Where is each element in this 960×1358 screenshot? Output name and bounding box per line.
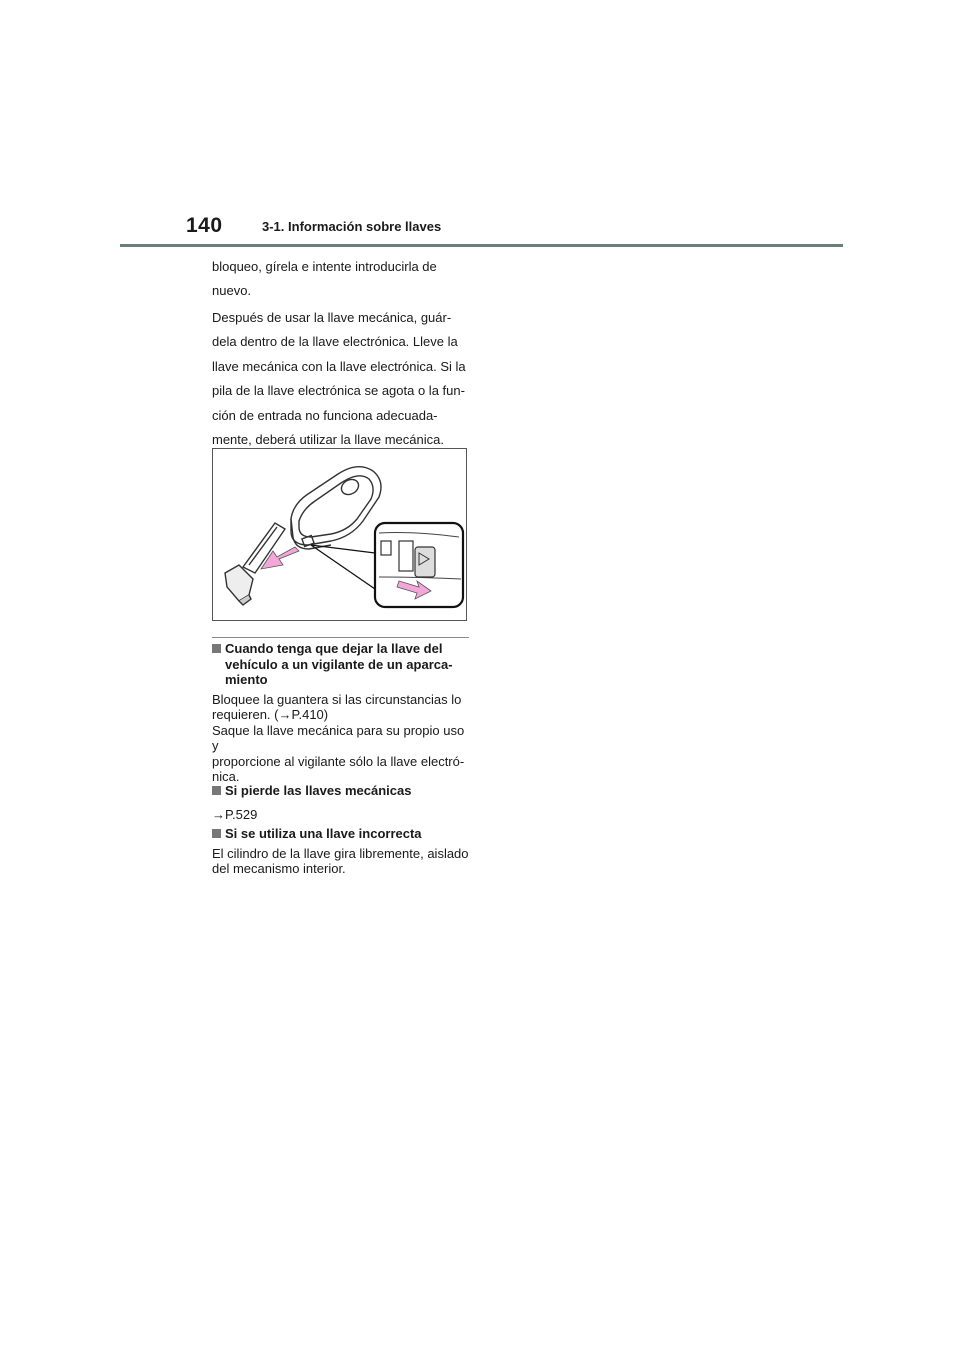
bullet-square-icon [212,786,221,795]
key-illustration [212,448,467,621]
note-wrong-key [212,826,474,877]
note-lost-keys [212,783,474,822]
paragraph-1 [212,255,474,304]
page-reference[interactable]: →P.529 [212,806,258,822]
section-title: 3-1. Información sobre llaves [262,219,442,234]
note-text [212,807,474,823]
text-line: proporcione al vigilante sólo la llave electró- [212,753,465,769]
page-reference[interactable]: requieren. (→P.410) [212,707,329,722]
text-line: nuevo. [212,283,252,299]
notes-divider [212,637,469,638]
mechanical-key-removal-diagram [213,449,466,620]
text-line: dela dentro de la llave electrónica. Lleve la [212,334,458,350]
text-line: ción de entrada no funciona adecuada- [212,407,438,423]
text-line: mente, deberá utilizar la llave mecánica. [212,432,444,448]
note-heading [212,826,474,842]
text-line: Saque la llave mecánica para su propio uso y [212,722,465,753]
heading-line: Si pierde las llaves mecánicas [225,783,412,798]
heading-line: miento [225,672,268,687]
callout-lines [311,545,375,589]
zoom-inset [375,523,463,607]
note-heading [212,641,474,688]
page-number: 140 [186,214,223,237]
electronic-key-icon [291,467,381,549]
bullet-square-icon [212,829,221,838]
text-line: El cilindro de la llave gira libremente, aislado [212,845,469,861]
text-line: pila de la llave electrónica se agota o la fun- [212,383,465,399]
header-rule [120,244,843,247]
text-line: bloqueo, gírela e intente introducirla de [212,259,437,274]
note-text [212,846,474,877]
heading-line: vehículo a un vigilante de un aparca- [225,656,453,672]
text-line: Después de usar la llave mecánica, guár- [212,310,452,325]
text-line: nica. [212,769,240,784]
text-line: del mecanismo interior. [212,861,346,876]
note-text [212,692,474,785]
text-line: llave mecánica con la llave electrónica. Si la [212,358,466,374]
note-heading [212,783,474,799]
heading-line: Si se utiliza una llave incorrecta [225,826,422,841]
heading-line: Cuando tenga que dejar la llave del [225,641,443,656]
bullet-square-icon [212,644,221,653]
text-line: Bloquee la guantera si las circunstancias lo [212,691,462,707]
note-valet [212,641,474,785]
